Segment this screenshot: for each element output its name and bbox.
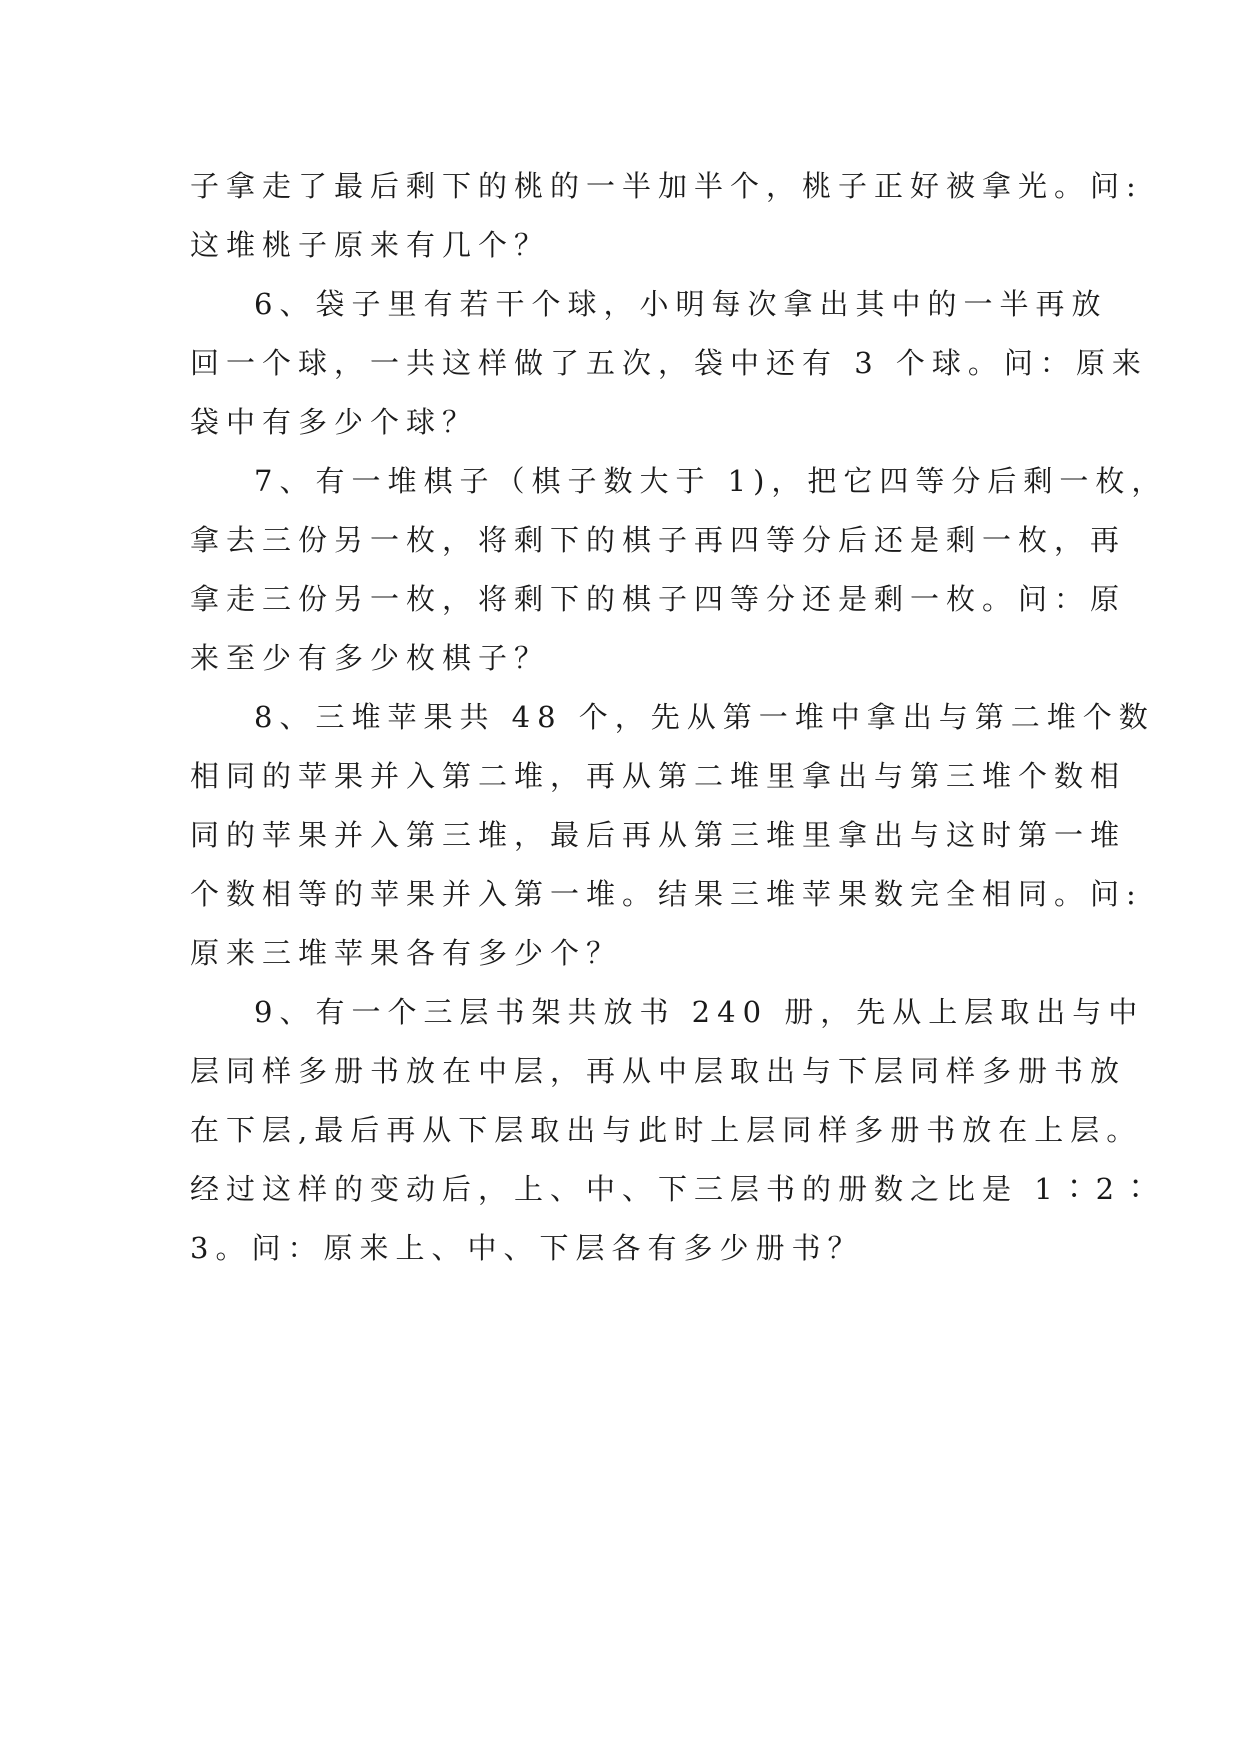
problem-6-line-2: 回一个球，一共这样做了五次，袋中还有 3 个球。问：原来: [190, 346, 1148, 380]
problem-8-line-2: 相同的苹果并入第二堆，再从第二堆里拿出与第三堆个数相: [190, 759, 1127, 793]
problem-7-line-3: 拿走三份另一枚，将剩下的棋子四等分还是剩一枚。问：原: [190, 582, 1127, 616]
problem-7-line-1: 7、有一堆棋子（棋子数大于 1)，把它四等分后剩一枚，: [254, 464, 1168, 498]
problem-6-line-1: 6、袋子里有若干个球，小明每次拿出其中的一半再放: [254, 287, 1108, 321]
problem-6-line-3: 袋中有多少个球？: [190, 405, 479, 439]
problem-9-line-3: 在下层,最后再从下层取出与此时上层同样多册书放在上层。: [190, 1113, 1143, 1147]
problem-7-line-4: 来至少有多少枚棋子？: [190, 641, 551, 675]
problem-8-line-5: 原来三堆苹果各有多少个？: [190, 936, 623, 970]
problem-9-line-1: 9、有一个三层书架共放书 240 册，先从上层取出与中: [254, 995, 1145, 1029]
problem-8-line-1: 8、三堆苹果共 48 个，先从第一堆中拿出与第二堆个数: [254, 700, 1155, 734]
problem-9-line-2: 层同样多册书放在中层，再从中层取出与下层同样多册书放: [190, 1054, 1127, 1088]
problem-8-line-3: 同的苹果并入第三堆，最后再从第三堆里拿出与这时第一堆: [190, 818, 1127, 852]
problem-9-line-5: 3。问：原来上、中、下层各有多少册书？: [190, 1231, 864, 1265]
problem-5-line-2: 这堆桃子原来有几个？: [190, 228, 551, 262]
document-body: [190, 157, 1168, 1278]
problem-7-line-2: 拿去三份另一枚，将剩下的棋子再四等分后还是剩一枚，再: [190, 523, 1127, 557]
problem-5-line-1: 子拿走了最后剩下的桃的一半加半个，桃子正好被拿光。问:: [190, 169, 1143, 203]
problem-9-line-4: 经过这样的变动后，上、中、下三层书的册数之比是 1∶2∶: [190, 1172, 1158, 1206]
problem-8-line-4: 个数相等的苹果并入第一堆。结果三堆苹果数完全相同。问:: [190, 877, 1143, 911]
